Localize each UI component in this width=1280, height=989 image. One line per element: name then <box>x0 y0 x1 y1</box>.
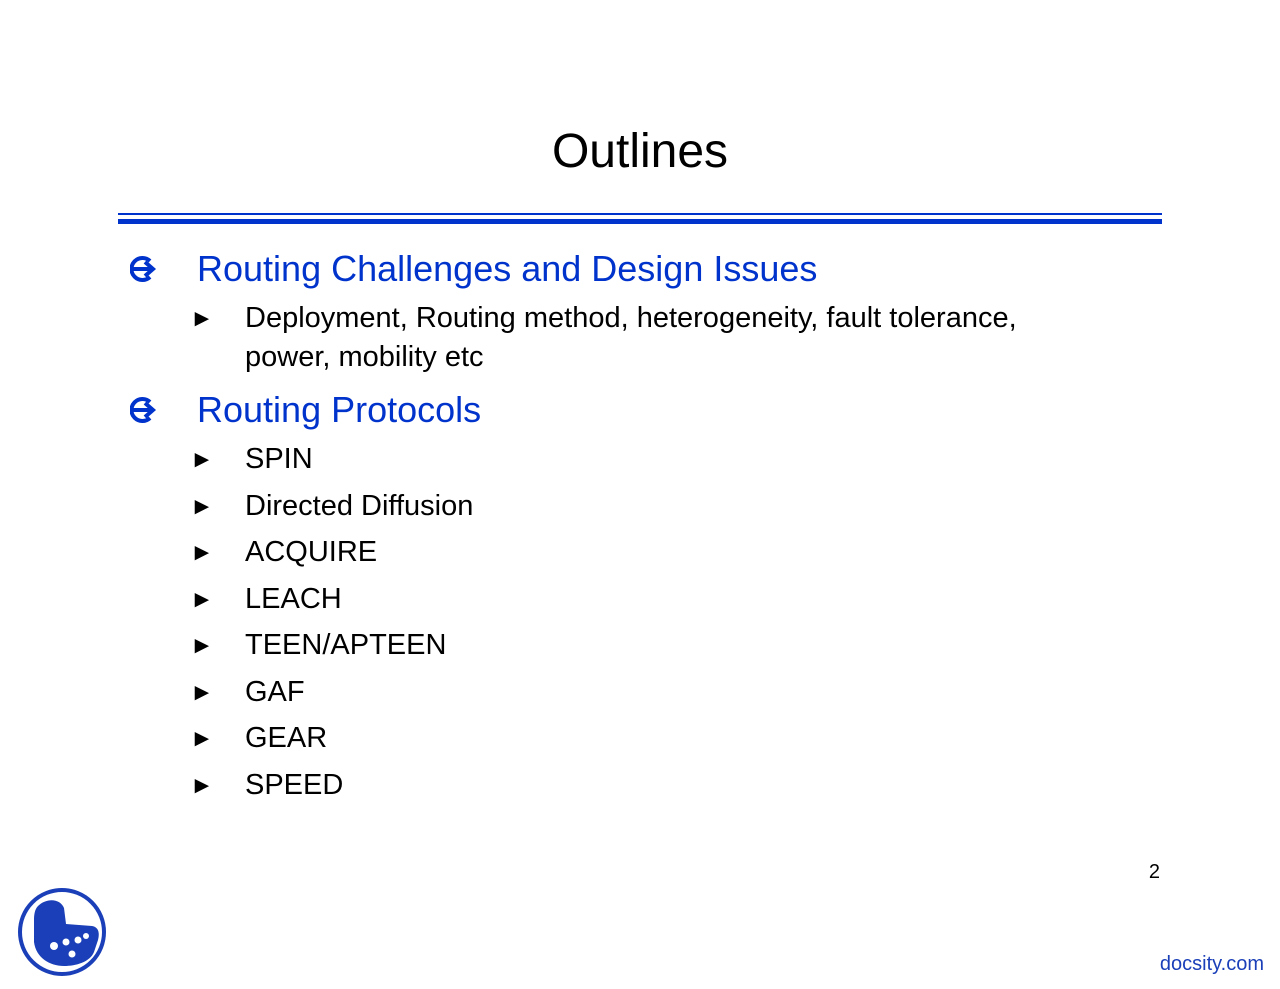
list-item-text: GAF <box>245 676 305 708</box>
list-item-text: Directed Diffusion <box>245 490 474 522</box>
list-item-text: ACQUIRE <box>245 536 378 568</box>
triangle-bullet-icon: ► <box>190 772 214 799</box>
triangle-bullet-icon: ► <box>190 493 214 520</box>
title-divider-thin <box>118 213 1162 215</box>
circled-arrow-icon <box>130 247 160 291</box>
triangle-bullet-icon: ► <box>190 679 214 706</box>
slide-title: Outlines <box>551 125 729 178</box>
docsity-link[interactable]: docsity.com <box>1159 953 1264 975</box>
triangle-bullet-icon: ► <box>190 305 214 332</box>
list-item-text: TEEN/APTEEN <box>245 629 447 661</box>
list-item-text: Deployment, Routing method, heterogeneity, fault tolerance, <box>245 302 1017 334</box>
list-item-text: SPIN <box>245 443 313 475</box>
triangle-bullet-icon: ► <box>190 725 214 752</box>
triangle-bullet-icon: ► <box>190 632 214 659</box>
triangle-bullet-icon: ► <box>190 539 214 566</box>
triangle-bullet-icon: ► <box>190 446 214 473</box>
list-item-text: GEAR <box>245 722 328 754</box>
title-divider-thick <box>118 219 1162 224</box>
section-heading-text: Routing Challenges and Design Issues <box>197 248 818 289</box>
section-heading-text: Routing Protocols <box>197 389 482 430</box>
docsity-logo-icon <box>16 886 108 978</box>
list-item-text: power, mobility etc <box>245 341 484 373</box>
triangle-bullet-icon: ► <box>190 586 214 613</box>
list-item-text: SPEED <box>245 769 344 801</box>
page-number: 2 <box>1148 861 1160 883</box>
list-item-text: LEACH <box>245 583 342 615</box>
circled-arrow-icon <box>130 388 160 432</box>
